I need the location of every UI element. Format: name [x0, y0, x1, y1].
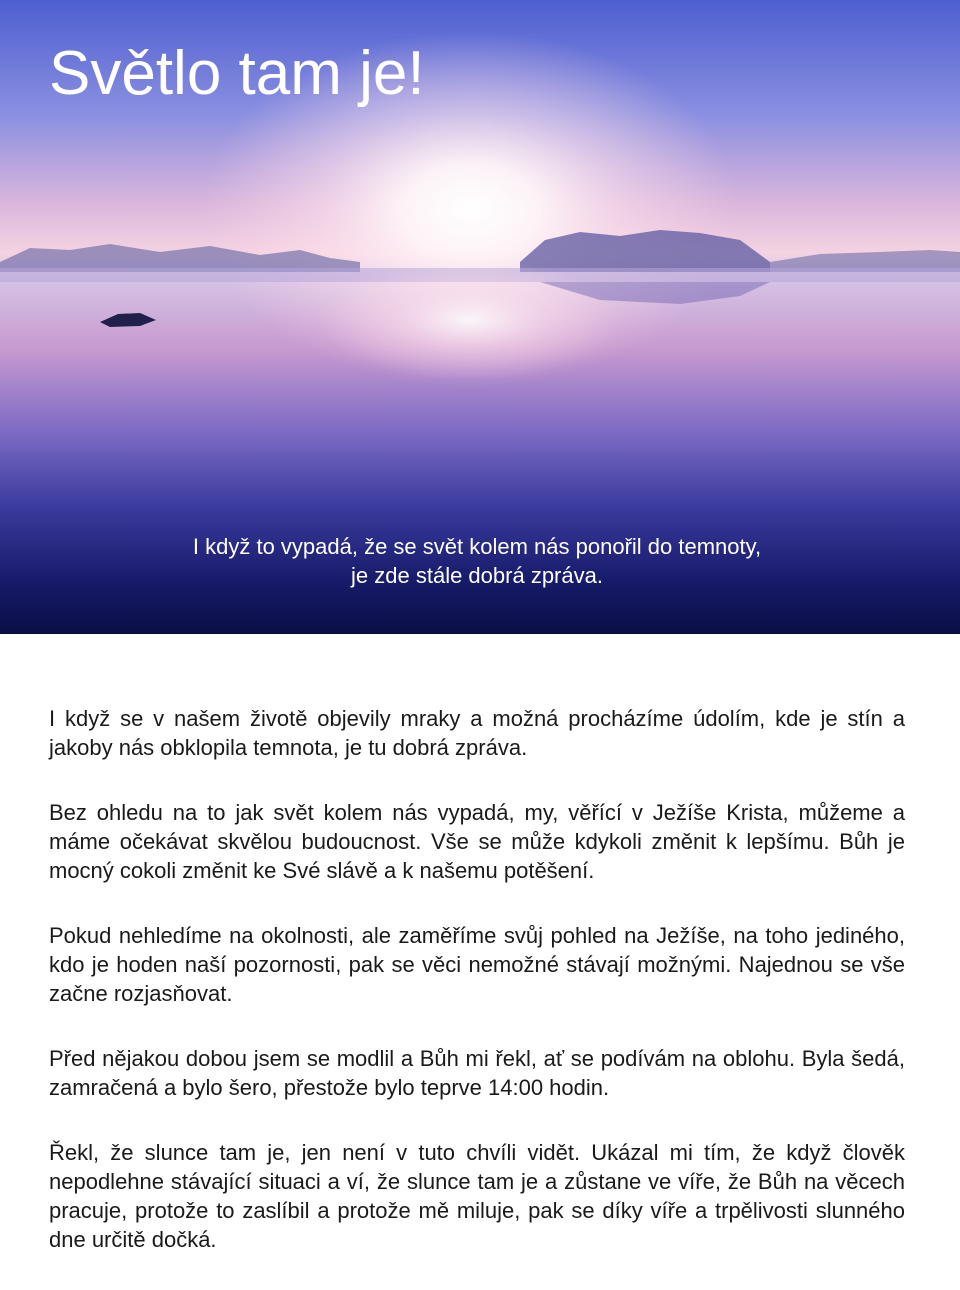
hero-subtitle-line: I když to vypadá, že se svět kolem nás ponořil do temnoty,: [192, 534, 762, 559]
paragraph: Pokud nehledíme na okolnosti, ale zaměříme svůj pohled na Ježíše, na toho jediného, kdo je hoden naší pozornosti, pak se věci nemožné stávají možnými. Najednou se vše začne rozjasňovat.: [49, 923, 905, 1006]
paragraph: Před nějakou dobou jsem se modlil a Bůh mi řekl, ať se podívám na oblohu. Byla šedá, zamračená a bylo šero, přestože bylo teprve 14:00 hodin.: [49, 1046, 905, 1100]
hero-subtitle-line: je zde stále dobrá zpráva.: [351, 563, 603, 588]
paragraph: Řekl, že slunce tam je, jen není v tuto chvíli vidět. Ukázal mi tím, že když člověk nepodlehne stávající situaci a ví, že slunce tam je a zůstane ve víře, že Bůh na věcech pracuje, protože to zaslíbil a protože mě miluje, pak se díky víře a trpělivosti slunného dne určitě dočká.: [49, 1140, 905, 1252]
paragraph: I když se v našem životě objevily mraky a možná procházíme údolím, kde je stín a jakoby nás obklopila temnota, je tu dobrá zpráva.: [49, 706, 905, 760]
hero-subtitle: [0, 532, 954, 590]
page-title: Světlo tam je!: [49, 39, 425, 108]
article-body: [49, 704, 905, 1290]
hero-banner: [0, 0, 960, 634]
paragraph: Bez ohledu na to jak svět kolem nás vypadá, my, věřící v Ježíše Krista, můžeme a máme očekávat skvělou budoucnost. Vše se může kdykoli změnit k lepšímu. Bůh je mocný cokoli změnit ke Své slávě a k našemu potěšení.: [49, 800, 905, 883]
